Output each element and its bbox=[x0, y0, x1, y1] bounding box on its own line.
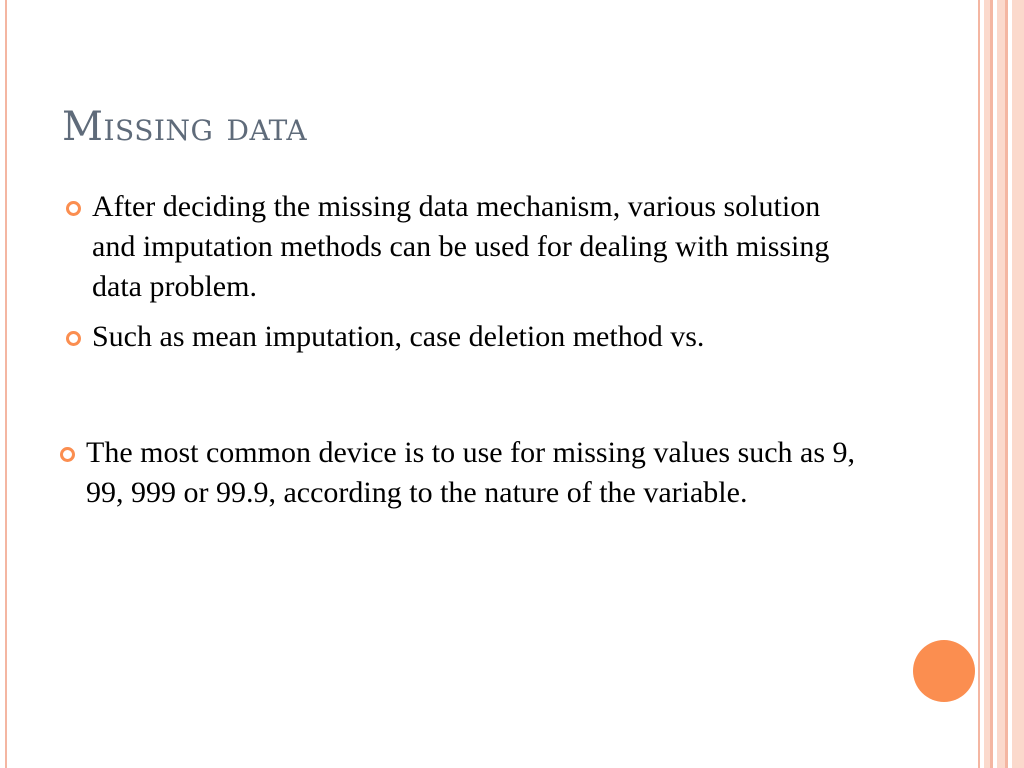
right-stripe bbox=[978, 0, 980, 768]
right-stripe bbox=[997, 0, 1005, 768]
bullet-item bbox=[56, 433, 886, 513]
right-stripe bbox=[1012, 0, 1024, 768]
slide-title: Missing data bbox=[62, 104, 308, 150]
bullet-icon bbox=[66, 201, 81, 216]
bullet-icon bbox=[66, 331, 81, 346]
bullet-text: The most common device is to use for missing values such as 9, 99, 999 or 99.9, according to the nature of the variable. bbox=[86, 436, 856, 509]
decorative-circle bbox=[913, 640, 975, 702]
bullet-text: Such as mean imputation, case deletion method vs. bbox=[92, 320, 705, 353]
bullet-item bbox=[62, 317, 862, 357]
bullet-icon bbox=[60, 447, 75, 462]
bullet-list bbox=[56, 433, 886, 523]
bullet-list bbox=[62, 187, 862, 367]
left-border-line bbox=[5, 0, 7, 768]
right-stripe bbox=[1005, 0, 1008, 768]
bullet-item bbox=[62, 187, 862, 307]
bullet-text: After deciding the missing data mechanism, various solution and imputation methods can be used for dealing with missing data problem. bbox=[92, 190, 830, 303]
right-stripe bbox=[990, 0, 993, 768]
